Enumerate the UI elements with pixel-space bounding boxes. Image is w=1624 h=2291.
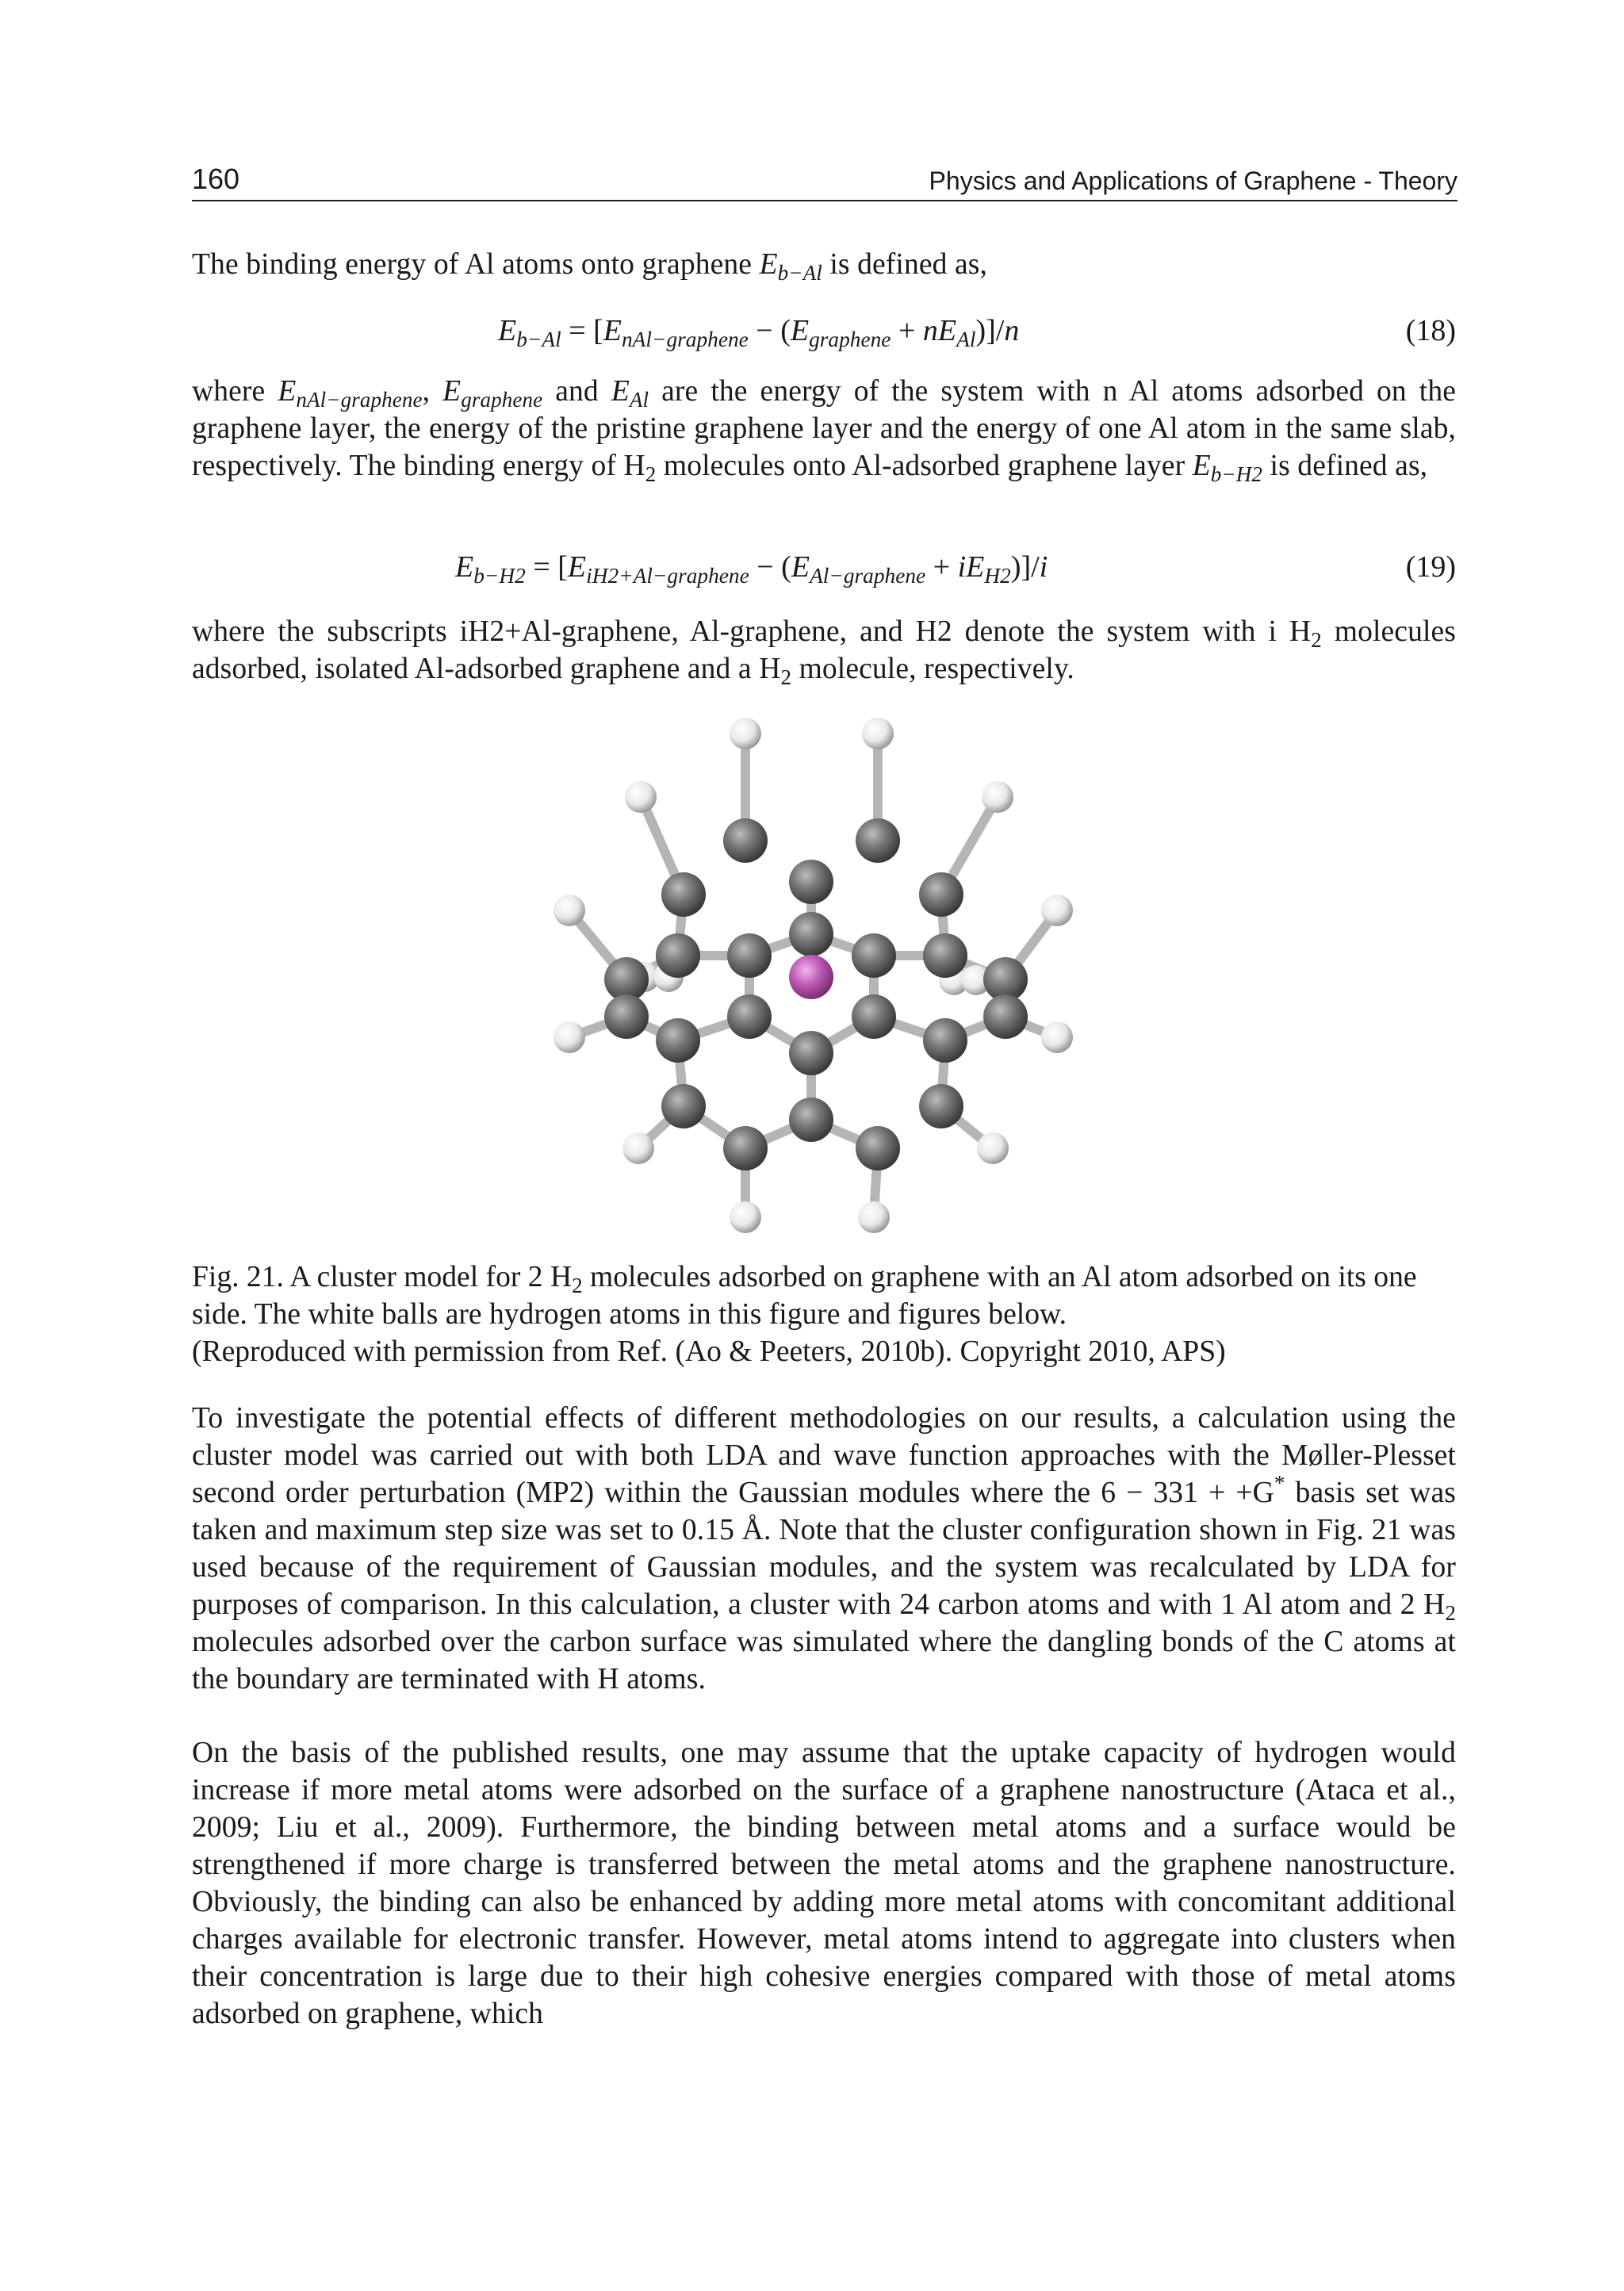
- carbon-atom: [852, 933, 896, 978]
- paragraph-4: To investigate the potential effects of different methodologies on our results, a calculation using the cluster model was carried out with both LDA and wave function approaches with the Møller-Plesset second order perturbation (MP2) within the Gaussian modules where the 6 − 331 + +G* basis set was taken and maximum step size was set to 0.15 Å. Note that the cluster configuration shown in Fig. 21 was used because of the requirement of Gaussian modules, and the system was recalculated by LDA for purposes of comparison. In this calculation, a cluster with 24 carbon atoms and with 1 Al atom and 2 $H_2$ molecules adsorbed over the carbon surface was simulated where the dangling bonds of the C atoms at the boundary are terminated with H atoms.: [192, 1402, 1456, 1695]
- carbon-atom: [727, 994, 772, 1039]
- equation-19-number: (19): [1405, 550, 1456, 584]
- carbon-atom: [923, 933, 967, 978]
- hydrogen-atom: [862, 718, 894, 749]
- carbon-atom: [661, 872, 706, 917]
- figure-21-molecule: [547, 698, 1086, 1253]
- page-number: 160: [192, 163, 240, 195]
- carbon-atom: [661, 1084, 706, 1128]
- atoms: [553, 718, 1073, 1233]
- paragraph-1: [192, 246, 1456, 283]
- carbon-atom: [656, 1018, 700, 1063]
- hydrogen-atom: [982, 781, 1013, 813]
- molecule-diagram: [547, 698, 1086, 1253]
- para1-text-b: is defined as,: [822, 248, 987, 281]
- carbon-atom: [723, 818, 768, 863]
- carbon-atom: [919, 872, 963, 917]
- paragraph-5: [192, 1734, 1456, 2032]
- carbon-atom: [789, 912, 833, 956]
- carbon-atom: [856, 818, 900, 863]
- paragraph-3: where the subscripts iH2+Al-graphene, Al-graphene, and H2 denote the system with i $H_2$ molecules adsorbed, isolated Al-adsorbed graphene and a $H_2$ molecule, respectively.: [192, 615, 1456, 690]
- carbon-atom: [856, 1126, 900, 1170]
- hydrogen-atom: [730, 1201, 761, 1233]
- aluminum-atom: [789, 955, 833, 999]
- carbon-atom: [723, 1126, 768, 1170]
- equation-18: [192, 311, 1456, 351]
- equation-18-body: $E_{b-Al} = [E_{nAl-graphene} - (E_{graphene} + nE_{Al})]/n$: [498, 314, 1020, 352]
- carbon-atom: [604, 994, 649, 1039]
- equation-19-body: $E_{b-H2} = [E_{iH2+Al-graphene} - (E_{Al-graphene} + iE_{H2})]/i$: [455, 550, 1048, 588]
- carbon-atom: [789, 1098, 833, 1142]
- book-title: Physics and Applications of Graphene - Theory: [929, 167, 1457, 195]
- symbol-E: E: [759, 248, 778, 281]
- hydrogen-atom: [977, 1132, 1009, 1164]
- carbon-atom: [852, 994, 896, 1039]
- hydrogen-atom: [553, 1021, 585, 1053]
- hydrogen-atom: [625, 781, 657, 813]
- hydrogen-atom: [622, 1132, 654, 1164]
- carbon-atom: [727, 933, 772, 978]
- carbon-atom: [656, 933, 700, 978]
- hydrogen-atom: [1041, 895, 1073, 926]
- carbon-atom: [983, 994, 1028, 1039]
- running-head: [192, 163, 1457, 201]
- hydrogen-atom: [553, 895, 585, 926]
- hydrogen-atom: [858, 1201, 890, 1233]
- hydrogen-atom: [730, 718, 761, 749]
- paragraph-2: where $E_{nAl-graphene}$, $E_{graphene}$ and $E_{Al}$ are the energy of the system with n Al atoms adsorbed on the graphene layer, the energy of the pristine graphene layer and the energy of one Al atom in the same slab, respectively. The binding energy of $H_2$ molecules onto Al-adsorbed graphene layer $E_{b-H2}$ is defined as,: [192, 375, 1456, 487]
- carbon-atom: [919, 1084, 963, 1128]
- carbon-atom: [789, 860, 833, 904]
- equation-19: [192, 547, 1456, 587]
- subscript-b-al: b−Al: [777, 261, 822, 285]
- carbon-atom: [789, 1031, 833, 1075]
- caption-credit: (Reproduced with permission from Ref. (Ao & Peeters, 2010b). Copyright 2010, APS): [192, 1335, 1226, 1368]
- carbon-atom: [923, 1018, 967, 1063]
- figure-caption: Fig. 21. A cluster model for 2 $H_2$ molecules adsorbed on graphene with an Al atom adsorbed on its one side. The white balls are hydrogen atoms in this figure and figures below. (Reproduced with permission from Ref. (Ao & Peeters, 2010b). Copyright 2010, APS): [192, 1259, 1456, 1370]
- hydrogen-atom: [1041, 1021, 1073, 1053]
- equation-18-number: (18): [1405, 314, 1456, 347]
- para1-text-a: The binding energy of Al atoms onto graphene: [192, 248, 760, 281]
- paragraph-5-text: On the basis of the published results, one may assume that the uptake capacity of hydrogen would increase if more metal atoms were adsorbed on the surface of a graphene nanostructure (Ataca et al., 2009; Liu et al., 2009). Furthermore, the binding between metal atoms and a surface would be strengthened if more charge is transferred between the metal atoms and the graphene nanostructure. Obviously, the binding can also be enhanced by adding more metal atoms with concomitant additional charges available for electronic transfer. However, metal atoms intend to aggregate into clusters when their concentration is large due to their high cohesive energies compared with those of metal atoms adsorbed on graphene, which: [192, 1737, 1456, 2030]
